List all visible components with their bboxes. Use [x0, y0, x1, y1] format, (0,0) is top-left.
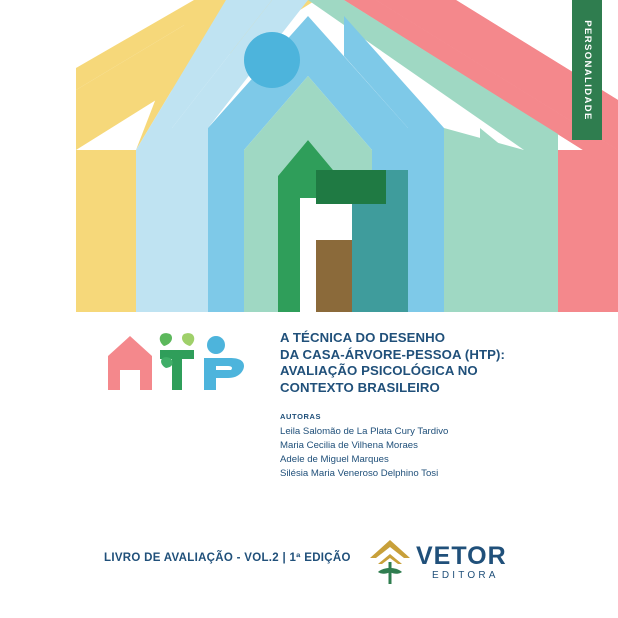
- title-line-1: A TÉCNICA DO DESENHO: [280, 330, 446, 345]
- title-line-3: AVALIAÇÃO PSICOLÓGICA NO: [280, 363, 478, 378]
- publisher-name: VETOR: [416, 542, 507, 570]
- category-tab: [572, 0, 602, 140]
- author-name: Maria Cecilia de Vilhena Moraes: [280, 440, 418, 451]
- publisher-subtitle: EDITORA: [432, 570, 499, 581]
- title-line-4: CONTEXTO BRASILEIRO: [280, 379, 440, 395]
- authors-label: AUTORAS: [280, 412, 322, 421]
- book-title: [280, 330, 580, 396]
- author-name: Adele de Miguel Marques: [280, 454, 389, 465]
- cover-footer: [0, 528, 618, 598]
- htp-logo-graphic: [104, 328, 264, 398]
- author-name: Silésia Maria Veneroso Delphino Tosi: [280, 468, 439, 479]
- category-tab-label: PERSONALIDADE: [581, 19, 593, 121]
- authors-block: [280, 412, 600, 481]
- author-name: Leila Salomão de La Plata Cury Tardivo: [280, 426, 449, 437]
- title-line-2: DA CASA-ÁRVORE-PESSOA (HTP):: [280, 346, 506, 362]
- htp-logo: [104, 328, 264, 398]
- vetor-mark-icon: [368, 538, 412, 586]
- house-tree-person-illustration: [76, 0, 618, 312]
- edition-label: LIVRO DE AVALIAÇÃO - VOL.2 | 1ª EDIÇÃO: [104, 552, 351, 564]
- cover-artwork: [76, 0, 618, 312]
- publisher-logo: [368, 534, 538, 592]
